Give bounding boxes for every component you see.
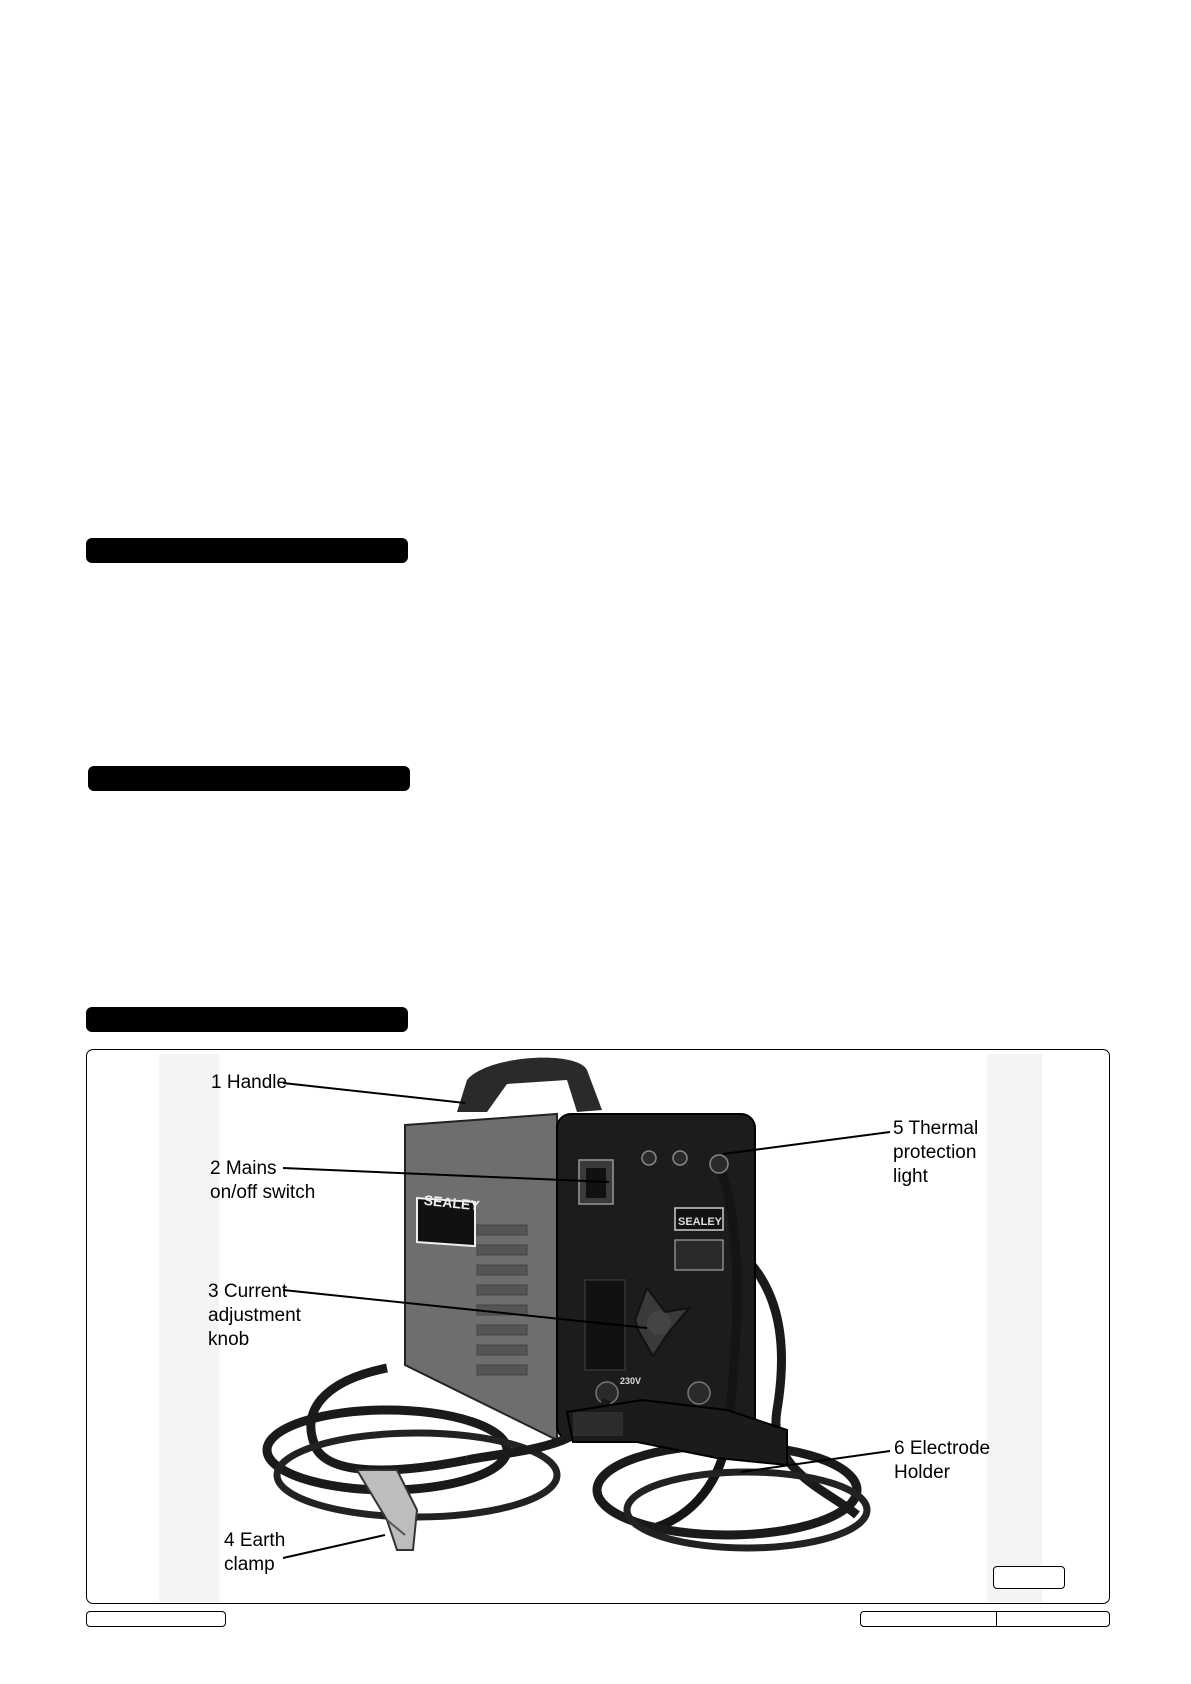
callout-mains-switch: 2 Mains on/off switch xyxy=(210,1158,316,1203)
section-heading-bar xyxy=(86,1007,408,1032)
figure-number-box xyxy=(993,1566,1065,1589)
callout-electrode-holder: 6 Electrode Holder xyxy=(894,1438,991,1483)
footer-left-box xyxy=(86,1611,226,1627)
callout-current-knob: 3 Current adjustment knob xyxy=(208,1281,301,1350)
brand-logo-front: SEALEY xyxy=(678,1216,723,1228)
footer-right-box xyxy=(860,1611,1110,1627)
voltage-label: 230V xyxy=(620,1376,642,1386)
footer-divider xyxy=(996,1612,997,1626)
section-heading-bar xyxy=(88,766,410,791)
callout-handle: 1 Handle xyxy=(211,1072,288,1093)
section-heading-bar xyxy=(86,538,408,563)
callout-earth-clamp: 4 Earth clamp xyxy=(224,1530,286,1575)
brand-logo-side: SEALEY xyxy=(423,1191,481,1214)
callout-thermal-light: 5 Thermal protection light xyxy=(893,1118,979,1187)
